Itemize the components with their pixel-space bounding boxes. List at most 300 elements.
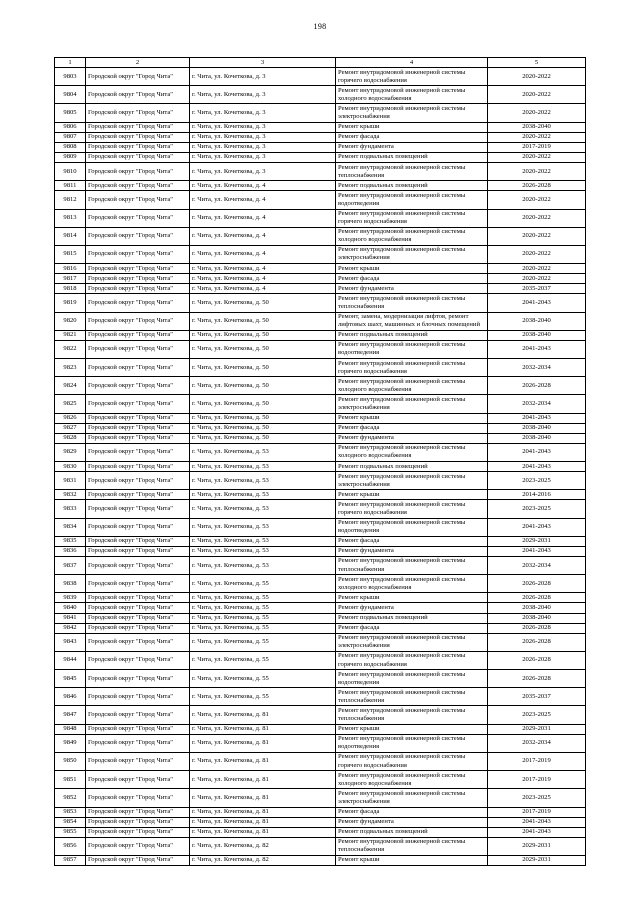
address-cell: г. Чита, ул. Кочеткова, д. 4	[190, 181, 336, 191]
row-number-cell: 9841	[55, 613, 86, 623]
work-type-cell: Ремонт внутридомовой инженерной системы электроснабжения	[336, 395, 488, 413]
work-type-cell: Ремонт внутридомовой инженерной системы водоотведения	[336, 670, 488, 688]
period-cell: 2035-2037	[488, 688, 586, 706]
address-cell: г. Чита, ул. Кочеткова, д. 55	[190, 603, 336, 613]
table-row	[55, 706, 586, 724]
table-row	[55, 284, 586, 294]
table-row	[55, 433, 586, 443]
municipality-cell: Городской округ "Город Чита"	[86, 284, 190, 294]
row-number-cell: 9826	[55, 413, 86, 423]
work-type-cell: Ремонт подвальных помещений	[336, 827, 488, 837]
municipality-cell: Городской округ "Город Чита"	[86, 423, 190, 433]
period-cell: 2020-2022	[488, 274, 586, 284]
column-number-header-4: 4	[336, 58, 488, 68]
period-cell: 2017-2019	[488, 752, 586, 770]
period-cell: 2032-2034	[488, 395, 586, 413]
period-cell: 2023-2025	[488, 472, 586, 490]
municipality-cell: Городской округ "Город Чита"	[86, 556, 190, 574]
address-cell: г. Чита, ул. Кочеткова, д. 55	[190, 670, 336, 688]
address-cell: г. Чита, ул. Кочеткова, д. 3	[190, 142, 336, 152]
row-number-cell: 9836	[55, 546, 86, 556]
period-cell: 2038-2040	[488, 330, 586, 340]
work-type-cell: Ремонт внутридомовой инженерной системы горячего водоснабжения	[336, 752, 488, 770]
period-cell: 2020-2022	[488, 245, 586, 263]
work-type-cell: Ремонт фасада	[336, 623, 488, 633]
municipality-cell: Городской округ "Город Чита"	[86, 395, 190, 413]
row-number-cell: 9849	[55, 734, 86, 752]
work-type-cell: Ремонт фасада	[336, 132, 488, 142]
row-number-cell: 9846	[55, 688, 86, 706]
table-row	[55, 490, 586, 500]
period-cell: 2014-2016	[488, 490, 586, 500]
address-cell: г. Чита, ул. Кочеткова, д. 81	[190, 734, 336, 752]
municipality-cell: Городской округ "Город Чита"	[86, 181, 190, 191]
work-type-cell: Ремонт фундамента	[336, 817, 488, 827]
column-number-header-5: 5	[488, 58, 586, 68]
municipality-cell: Городской округ "Город Чита"	[86, 227, 190, 245]
period-cell: 2020-2022	[488, 163, 586, 181]
table-row	[55, 546, 586, 556]
table-row	[55, 536, 586, 546]
period-cell: 2029-2031	[488, 855, 586, 865]
row-number-cell: 9831	[55, 472, 86, 490]
address-cell: г. Чита, ул. Кочеткова, д. 3	[190, 104, 336, 122]
table-row	[55, 132, 586, 142]
municipality-cell: Городской округ "Город Чита"	[86, 593, 190, 603]
row-number-cell: 9824	[55, 377, 86, 395]
period-cell: 2026-2028	[488, 181, 586, 191]
address-cell: г. Чита, ул. Кочеткова, д. 81	[190, 807, 336, 817]
address-cell: г. Чита, ул. Кочеткова, д. 50	[190, 294, 336, 312]
municipality-cell: Городской округ "Город Чита"	[86, 413, 190, 423]
table-row	[55, 518, 586, 536]
period-cell: 2020-2022	[488, 152, 586, 162]
period-cell: 2032-2034	[488, 359, 586, 377]
period-cell: 2017-2019	[488, 771, 586, 789]
row-number-cell: 9827	[55, 423, 86, 433]
table-row	[55, 245, 586, 263]
address-cell: г. Чита, ул. Кочеткова, д. 50	[190, 359, 336, 377]
address-cell: г. Чита, ул. Кочеткова, д. 53	[190, 556, 336, 574]
work-type-cell: Ремонт фундамента	[336, 142, 488, 152]
municipality-cell: Городской округ "Город Чита"	[86, 670, 190, 688]
table-row	[55, 209, 586, 227]
row-number-cell: 9816	[55, 264, 86, 274]
address-cell: г. Чита, ул. Кочеткова, д. 53	[190, 536, 336, 546]
work-type-cell: Ремонт подвальных помещений	[336, 330, 488, 340]
column-number-header-1: 1	[55, 58, 86, 68]
address-cell: г. Чита, ул. Кочеткова, д. 50	[190, 312, 336, 330]
row-number-cell: 9830	[55, 462, 86, 472]
address-cell: г. Чита, ул. Кочеткова, д. 81	[190, 706, 336, 724]
table-row	[55, 227, 586, 245]
period-cell: 2041-2043	[488, 443, 586, 461]
address-cell: г. Чита, ул. Кочеткова, д. 50	[190, 395, 336, 413]
address-cell: г. Чита, ул. Кочеткова, д. 4	[190, 245, 336, 263]
address-cell: г. Чита, ул. Кочеткова, д. 55	[190, 651, 336, 669]
address-cell: г. Чита, ул. Кочеткова, д. 81	[190, 771, 336, 789]
work-type-cell: Ремонт фундамента	[336, 546, 488, 556]
work-type-cell: Ремонт внутридомовой инженерной системы теплоснабжения	[336, 163, 488, 181]
municipality-cell: Городской округ "Город Чита"	[86, 575, 190, 593]
municipality-cell: Городской округ "Город Чита"	[86, 633, 190, 651]
work-type-cell: Ремонт внутридомовой инженерной системы холодного водоснабжения	[336, 86, 488, 104]
address-cell: г. Чита, ул. Кочеткова, д. 4	[190, 274, 336, 284]
table-row	[55, 377, 586, 395]
row-number-cell: 9828	[55, 433, 86, 443]
address-cell: г. Чита, ул. Кочеткова, д. 4	[190, 264, 336, 274]
table-row	[55, 752, 586, 770]
table-row	[55, 423, 586, 433]
address-cell: г. Чита, ул. Кочеткова, д. 50	[190, 413, 336, 423]
table-row	[55, 827, 586, 837]
municipality-cell: Городской округ "Город Чита"	[86, 734, 190, 752]
table-row	[55, 104, 586, 122]
table-row	[55, 122, 586, 132]
work-type-cell: Ремонт крыши	[336, 264, 488, 274]
municipality-cell: Городской округ "Город Чита"	[86, 330, 190, 340]
work-type-cell: Ремонт, замена, модернизация лифтов, ремонт лифтовых шахт, машинных и блочных помещений	[336, 312, 488, 330]
municipality-cell: Городской округ "Город Чита"	[86, 771, 190, 789]
work-type-cell: Ремонт крыши	[336, 122, 488, 132]
period-cell: 2017-2019	[488, 807, 586, 817]
row-number-cell: 9857	[55, 855, 86, 865]
address-cell: г. Чита, ул. Кочеткова, д. 50	[190, 433, 336, 443]
address-cell: г. Чита, ул. Кочеткова, д. 53	[190, 490, 336, 500]
municipality-cell: Городской округ "Город Чита"	[86, 855, 190, 865]
period-cell: 2020-2022	[488, 68, 586, 86]
table-row	[55, 688, 586, 706]
table-row	[55, 413, 586, 423]
address-cell: г. Чита, ул. Кочеткова, д. 81	[190, 817, 336, 827]
table-row	[55, 68, 586, 86]
table-row	[55, 191, 586, 209]
row-number-cell: 9832	[55, 490, 86, 500]
municipality-cell: Городской округ "Город Чита"	[86, 472, 190, 490]
table-row	[55, 294, 586, 312]
repair-schedule-table	[54, 57, 586, 866]
period-cell: 2026-2028	[488, 623, 586, 633]
row-number-cell: 9848	[55, 724, 86, 734]
address-cell: г. Чита, ул. Кочеткова, д. 50	[190, 330, 336, 340]
row-number-cell: 9844	[55, 651, 86, 669]
address-cell: г. Чита, ул. Кочеткова, д. 53	[190, 518, 336, 536]
period-cell: 2020-2022	[488, 209, 586, 227]
period-cell: 2020-2022	[488, 191, 586, 209]
period-cell: 2029-2031	[488, 536, 586, 546]
period-cell: 2041-2043	[488, 340, 586, 358]
municipality-cell: Городской округ "Город Чита"	[86, 827, 190, 837]
work-type-cell: Ремонт фасада	[336, 274, 488, 284]
address-cell: г. Чита, ул. Кочеткова, д. 53	[190, 472, 336, 490]
address-cell: г. Чита, ул. Кочеткова, д. 4	[190, 191, 336, 209]
table-row	[55, 613, 586, 623]
row-number-cell: 9852	[55, 789, 86, 807]
work-type-cell: Ремонт подвальных помещений	[336, 181, 488, 191]
table-row	[55, 855, 586, 865]
municipality-cell: Городской округ "Город Чита"	[86, 500, 190, 518]
row-number-cell: 9855	[55, 827, 86, 837]
work-type-cell: Ремонт внутридомовой инженерной системы электроснабжения	[336, 245, 488, 263]
period-cell: 2038-2040	[488, 603, 586, 613]
table-row	[55, 142, 586, 152]
address-cell: г. Чита, ул. Кочеткова, д. 55	[190, 575, 336, 593]
work-type-cell: Ремонт фасада	[336, 423, 488, 433]
address-cell: г. Чита, ул. Кочеткова, д. 53	[190, 546, 336, 556]
table-row	[55, 500, 586, 518]
address-cell: г. Чита, ул. Кочеткова, д. 3	[190, 163, 336, 181]
row-number-cell: 9850	[55, 752, 86, 770]
period-cell: 2041-2043	[488, 827, 586, 837]
table-row	[55, 274, 586, 284]
work-type-cell: Ремонт фундамента	[336, 433, 488, 443]
municipality-cell: Городской округ "Город Чита"	[86, 433, 190, 443]
period-cell: 2023-2025	[488, 706, 586, 724]
row-number-cell: 9839	[55, 593, 86, 603]
address-cell: г. Чита, ул. Кочеткова, д. 3	[190, 132, 336, 142]
municipality-cell: Городской округ "Город Чита"	[86, 377, 190, 395]
municipality-cell: Городской округ "Город Чита"	[86, 546, 190, 556]
period-cell: 2029-2031	[488, 837, 586, 855]
address-cell: г. Чита, ул. Кочеткова, д. 4	[190, 227, 336, 245]
row-number-cell: 9808	[55, 142, 86, 152]
address-cell: г. Чита, ул. Кочеткова, д. 53	[190, 462, 336, 472]
page-number: 198	[313, 22, 327, 31]
table-row	[55, 734, 586, 752]
period-cell: 2023-2025	[488, 789, 586, 807]
work-type-cell: Ремонт подвальных помещений	[336, 462, 488, 472]
work-type-cell: Ремонт крыши	[336, 724, 488, 734]
table-row	[55, 462, 586, 472]
period-cell: 2041-2043	[488, 817, 586, 827]
row-number-cell: 9803	[55, 68, 86, 86]
municipality-cell: Городской округ "Город Чита"	[86, 264, 190, 274]
address-cell: г. Чита, ул. Кочеткова, д. 50	[190, 377, 336, 395]
row-number-cell: 9821	[55, 330, 86, 340]
table-row	[55, 163, 586, 181]
work-type-cell: Ремонт внутридомовой инженерной системы горячего водоснабжения	[336, 68, 488, 86]
work-type-cell: Ремонт фундамента	[336, 603, 488, 613]
work-type-cell: Ремонт внутридомовой инженерной системы водоотведения	[336, 191, 488, 209]
municipality-cell: Городской округ "Город Чита"	[86, 274, 190, 284]
table-row	[55, 395, 586, 413]
municipality-cell: Городской округ "Город Чита"	[86, 245, 190, 263]
table-row	[55, 330, 586, 340]
row-number-cell: 9840	[55, 603, 86, 613]
row-number-cell: 9810	[55, 163, 86, 181]
period-cell: 2017-2019	[488, 142, 586, 152]
period-cell: 2041-2043	[488, 294, 586, 312]
work-type-cell: Ремонт внутридомовой инженерной системы холодного водоснабжения	[336, 227, 488, 245]
period-cell: 2038-2040	[488, 312, 586, 330]
work-type-cell: Ремонт внутридомовой инженерной системы водоотведения	[336, 734, 488, 752]
column-number-header-3: 3	[190, 58, 336, 68]
address-cell: г. Чита, ул. Кочеткова, д. 82	[190, 837, 336, 855]
municipality-cell: Городской округ "Город Чита"	[86, 789, 190, 807]
period-cell: 2020-2022	[488, 227, 586, 245]
period-cell: 2038-2040	[488, 423, 586, 433]
municipality-cell: Городской округ "Город Чита"	[86, 462, 190, 472]
table-row	[55, 443, 586, 461]
municipality-cell: Городской округ "Город Чита"	[86, 68, 190, 86]
table-row	[55, 807, 586, 817]
row-number-cell: 9805	[55, 104, 86, 122]
municipality-cell: Городской округ "Город Чита"	[86, 152, 190, 162]
table-row	[55, 556, 586, 574]
row-number-cell: 9842	[55, 623, 86, 633]
municipality-cell: Городской округ "Город Чита"	[86, 706, 190, 724]
table-row	[55, 817, 586, 827]
address-cell: г. Чита, ул. Кочеткова, д. 3	[190, 86, 336, 104]
work-type-cell: Ремонт внутридомовой инженерной системы горячего водоснабжения	[336, 651, 488, 669]
period-cell: 2041-2043	[488, 462, 586, 472]
address-cell: г. Чита, ул. Кочеткова, д. 81	[190, 724, 336, 734]
address-cell: г. Чита, ул. Кочеткова, д. 50	[190, 340, 336, 358]
row-number-cell: 9847	[55, 706, 86, 724]
municipality-cell: Городской округ "Город Чита"	[86, 191, 190, 209]
table-row	[55, 633, 586, 651]
table-row	[55, 789, 586, 807]
work-type-cell: Ремонт внутридомовой инженерной системы теплоснабжения	[336, 688, 488, 706]
work-type-cell: Ремонт внутридомовой инженерной системы холодного водоснабжения	[336, 575, 488, 593]
table-row	[55, 771, 586, 789]
municipality-cell: Городской округ "Город Чита"	[86, 613, 190, 623]
municipality-cell: Городской округ "Город Чита"	[86, 603, 190, 613]
period-cell: 2035-2037	[488, 284, 586, 294]
row-number-cell: 9822	[55, 340, 86, 358]
address-cell: г. Чита, ул. Кочеткова, д. 53	[190, 500, 336, 518]
work-type-cell: Ремонт крыши	[336, 593, 488, 603]
table-row	[55, 312, 586, 330]
municipality-cell: Городской округ "Город Чита"	[86, 651, 190, 669]
row-number-cell: 9825	[55, 395, 86, 413]
period-cell: 2041-2043	[488, 413, 586, 423]
work-type-cell: Ремонт внутридомовой инженерной системы водоотведения	[336, 518, 488, 536]
table-header	[55, 58, 586, 68]
work-type-cell: Ремонт крыши	[336, 490, 488, 500]
period-cell: 2023-2025	[488, 500, 586, 518]
work-type-cell: Ремонт внутридомовой инженерной системы холодного водоснабжения	[336, 443, 488, 461]
period-cell: 2026-2028	[488, 575, 586, 593]
table-row	[55, 340, 586, 358]
municipality-cell: Городской округ "Город Чита"	[86, 688, 190, 706]
table-body	[55, 68, 586, 866]
period-cell: 2038-2040	[488, 122, 586, 132]
row-number-cell: 9812	[55, 191, 86, 209]
work-type-cell: Ремонт внутридомовой инженерной системы водоотведения	[336, 340, 488, 358]
work-type-cell: Ремонт внутридомовой инженерной системы электроснабжения	[336, 472, 488, 490]
work-type-cell: Ремонт фасада	[336, 807, 488, 817]
work-type-cell: Ремонт внутридомовой инженерной системы теплоснабжения	[336, 706, 488, 724]
period-cell: 2026-2028	[488, 593, 586, 603]
period-cell: 2020-2022	[488, 104, 586, 122]
municipality-cell: Городской округ "Город Чита"	[86, 837, 190, 855]
address-cell: г. Чита, ул. Кочеткова, д. 81	[190, 827, 336, 837]
address-cell: г. Чита, ул. Кочеткова, д. 3	[190, 122, 336, 132]
column-number-row	[55, 58, 586, 68]
period-cell: 2041-2043	[488, 518, 586, 536]
row-number-cell: 9833	[55, 500, 86, 518]
work-type-cell: Ремонт внутридомовой инженерной системы теплоснабжения	[336, 556, 488, 574]
address-cell: г. Чита, ул. Кочеткова, д. 55	[190, 633, 336, 651]
table-row	[55, 181, 586, 191]
row-number-cell: 9843	[55, 633, 86, 651]
row-number-cell: 9835	[55, 536, 86, 546]
row-number-cell: 9814	[55, 227, 86, 245]
address-cell: г. Чита, ул. Кочеткова, д. 81	[190, 752, 336, 770]
work-type-cell: Ремонт внутридомовой инженерной системы горячего водоснабжения	[336, 209, 488, 227]
table-row	[55, 837, 586, 855]
row-number-cell: 9837	[55, 556, 86, 574]
municipality-cell: Городской округ "Город Чита"	[86, 132, 190, 142]
address-cell: г. Чита, ул. Кочеткова, д. 55	[190, 593, 336, 603]
address-cell: г. Чита, ул. Кочеткова, д. 55	[190, 623, 336, 633]
row-number-cell: 9823	[55, 359, 86, 377]
municipality-cell: Городской округ "Город Чита"	[86, 294, 190, 312]
address-cell: г. Чита, ул. Кочеткова, д. 81	[190, 789, 336, 807]
address-cell: г. Чита, ул. Кочеткова, д. 50	[190, 423, 336, 433]
table-row	[55, 651, 586, 669]
row-number-cell: 9817	[55, 274, 86, 284]
row-number-cell: 9815	[55, 245, 86, 263]
work-type-cell: Ремонт внутридомовой инженерной системы холодного водоснабжения	[336, 377, 488, 395]
work-type-cell: Ремонт внутридомовой инженерной системы электроснабжения	[336, 104, 488, 122]
period-cell: 2020-2022	[488, 264, 586, 274]
table-row	[55, 603, 586, 613]
row-number-cell: 9820	[55, 312, 86, 330]
period-cell: 2029-2031	[488, 724, 586, 734]
period-cell: 2026-2028	[488, 670, 586, 688]
municipality-cell: Городской округ "Город Чита"	[86, 724, 190, 734]
table-row	[55, 472, 586, 490]
municipality-cell: Городской округ "Город Чита"	[86, 443, 190, 461]
table-row	[55, 86, 586, 104]
municipality-cell: Городской округ "Город Чита"	[86, 209, 190, 227]
period-cell: 2020-2022	[488, 132, 586, 142]
work-type-cell: Ремонт внутридомовой инженерной системы горячего водоснабжения	[336, 359, 488, 377]
address-cell: г. Чита, ул. Кочеткова, д. 82	[190, 855, 336, 865]
municipality-cell: Городской округ "Город Чита"	[86, 817, 190, 827]
address-cell: г. Чита, ул. Кочеткова, д. 3	[190, 68, 336, 86]
row-number-cell: 9834	[55, 518, 86, 536]
row-number-cell: 9845	[55, 670, 86, 688]
work-type-cell: Ремонт внутридомовой инженерной системы холодного водоснабжения	[336, 771, 488, 789]
municipality-cell: Городской округ "Город Чита"	[86, 122, 190, 132]
table-row	[55, 264, 586, 274]
municipality-cell: Городской округ "Город Чита"	[86, 340, 190, 358]
work-type-cell: Ремонт внутридомовой инженерной системы горячего водоснабжения	[336, 500, 488, 518]
row-number-cell: 9856	[55, 837, 86, 855]
work-type-cell: Ремонт крыши	[336, 413, 488, 423]
period-cell: 2026-2028	[488, 633, 586, 651]
municipality-cell: Городской округ "Город Чита"	[86, 807, 190, 817]
work-type-cell: Ремонт подвальных помещений	[336, 152, 488, 162]
municipality-cell: Городской округ "Город Чита"	[86, 752, 190, 770]
work-type-cell: Ремонт внутридомовой инженерной системы электроснабжения	[336, 789, 488, 807]
address-cell: г. Чита, ул. Кочеткова, д. 3	[190, 152, 336, 162]
address-cell: г. Чита, ул. Кочеткова, д. 4	[190, 284, 336, 294]
work-type-cell: Ремонт фасада	[336, 536, 488, 546]
table-row	[55, 670, 586, 688]
row-number-cell: 9853	[55, 807, 86, 817]
work-type-cell: Ремонт подвальных помещений	[336, 613, 488, 623]
address-cell: г. Чита, ул. Кочеткова, д. 4	[190, 209, 336, 227]
row-number-cell: 9819	[55, 294, 86, 312]
municipality-cell: Городской округ "Город Чита"	[86, 623, 190, 633]
row-number-cell: 9854	[55, 817, 86, 827]
row-number-cell: 9829	[55, 443, 86, 461]
municipality-cell: Городской округ "Город Чита"	[86, 490, 190, 500]
